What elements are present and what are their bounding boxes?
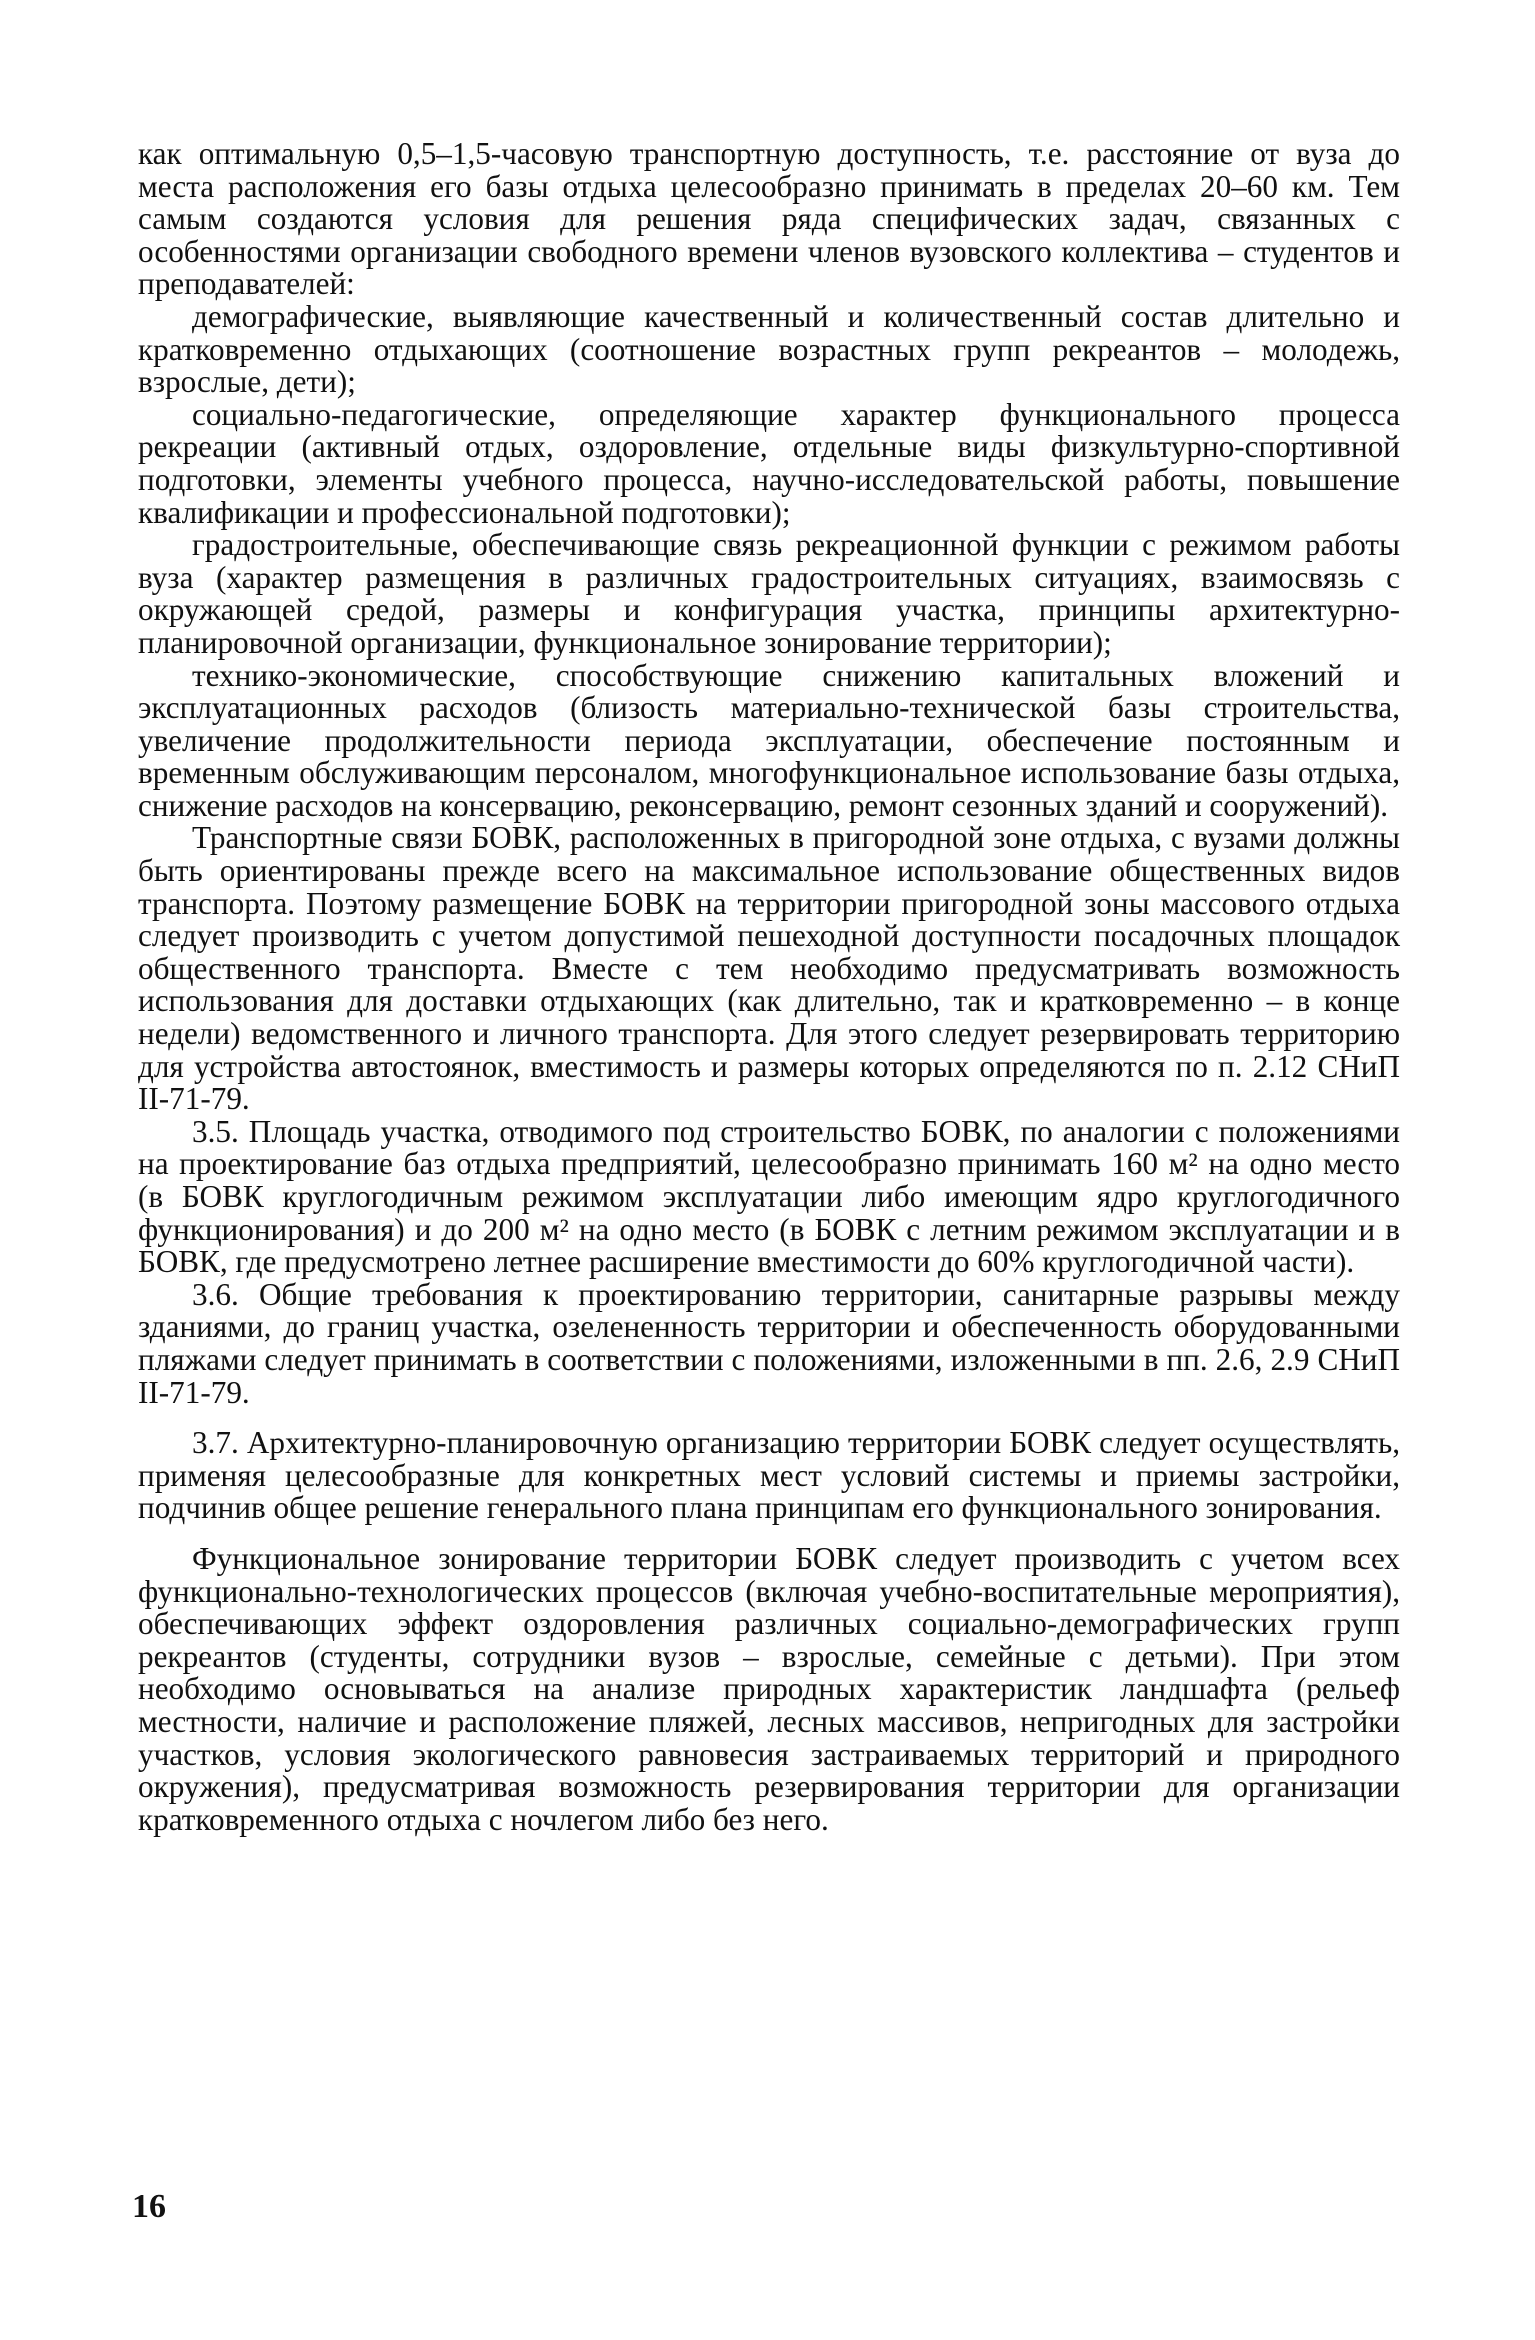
paragraph-socio-pedagogical: социально-педагогические, определяющие характер функционального процесса рекреации (активный отдых, оздоровление, отдельные виды физкультурно-спортивной подготовки, элементы учебного процесса, научно-исследовательской работы, повышение квалификации и профессиональной подготовки);: [138, 396, 1400, 530]
paragraph-3-7-planning: 3.7. Архитектурно-планировочную организацию территории БОВК следует осуществлять, применяя целесообразные для конкретных мест условий системы и приемы застройки, подчинив общее решение генерального плана принципам его функционального зонирования.: [138, 1425, 1400, 1526]
page-body: [138, 138, 1400, 1836]
page-number: 16: [132, 2188, 166, 2225]
paragraph-3-6-general-requirements: 3.6. Общие требования к проектированию территории, санитарные разрывы между зданиями, до границ участка, озелененность территории и обеспеченность оборудованными пляжами следует принимать в соответствии с положениями, изложенными в пп. 2.6, 2.9 СНиП II-71-79.: [138, 1276, 1400, 1410]
paragraph-functional-zoning: Функциональное зонирование территории БОВК следует производить с учетом всех функционально-технологических процессов (включая учебно-воспитательные мероприятия), обеспечивающих эффект оздоровления различных социально-демографических групп рекреантов (студенты, сотрудники вузов – взрослые, семейные с детьми). При этом необходимо основываться на анализе природных характеристик ландшафта (рельеф местности, наличие и расположение пляжей, лесных массивов, непригодных для застройки участков, условия экологического равновесия застраиваемых территорий и природного окружения), предусматривая возможность резервирования территории для организации кратковременного отдыха с ночлегом либо без него.: [138, 1540, 1400, 1837]
paragraph-technical-economic: технико-экономические, способствующие снижению капитальных вложений и эксплуатационных расходов (близость материально-технической базы строительства, увеличение продолжительности периода эксплуатации, обеспечение постоянным и временным обслуживающим персоналом, многофункциональное использование базы отдыха, снижение расходов на консервацию, реконсервацию, ремонт сезонных зданий и сооружений).: [138, 657, 1400, 823]
paragraph-demographic: демографические, выявляющие качественный и количественный состав длительно и кратковременно отдыхающих (соотношение возрастных групп рекреантов – молодежь, взрослые, дети);: [138, 298, 1400, 400]
paragraph-urban-planning: градостроительные, обеспечивающие связь рекреационной функции с режимом работы вуза (характер размещения в различных градостроительных ситуациях, взаимосвязь с окружающей средой, размеры и конфигурация участка, принципы архитектурно-планировочной организации, функциональное зонирование территории);: [138, 527, 1400, 660]
paragraph-3-5-site-area: 3.5. Площадь участка, отводимого под строительство БОВК, по аналогии с положениями на проектирование баз отдыха предприятий, целесообразно принимать 160 м² на одно место (в БОВК круглогодичным режимом эксплуатации либо имеющим ядро круглогодичного функционирования) и до 200 м² на одно место (в БОВК с летним режимом эксплуатации и в БОВК, где предусмотрено летнее расширение вместимости до 60% круглогодичной части).: [138, 1113, 1400, 1280]
paragraph-intro: как оптимальную 0,5–1,5-часовую транспортную доступность, т.е. расстояние от вуза до места расположения его базы отдыха целесообразно принимать в пределах 20–60 км. Тем самым создаются условия для решения ряда специфических задач, связанных с особенностями организации свободного времени членов вузовского коллектива – студентов и преподавателей:: [138, 136, 1400, 302]
paragraph-transport: Транспортные связи БОВК, расположенных в пригородной зоне отдыха, с вузами должны быть ориентированы прежде всего на максимальное использование общественных видов транспорта. Поэтому размещение БОВК на территории пригородной зоны массового отдыха следует производить с учетом допустимой пешеходной доступности посадочных площадок общественного транспорта. Вместе с тем необходимо предусматривать возможность использования для доставки отдыхающих (как длительно, так и кратковременно – в конце недели) ведомственного и личного транспорта. Для этого следует резервировать территорию для устройства автостоянок, вместимость и размеры которых определяются по п. 2.12 СНиП II-71-79.: [138, 820, 1400, 1117]
